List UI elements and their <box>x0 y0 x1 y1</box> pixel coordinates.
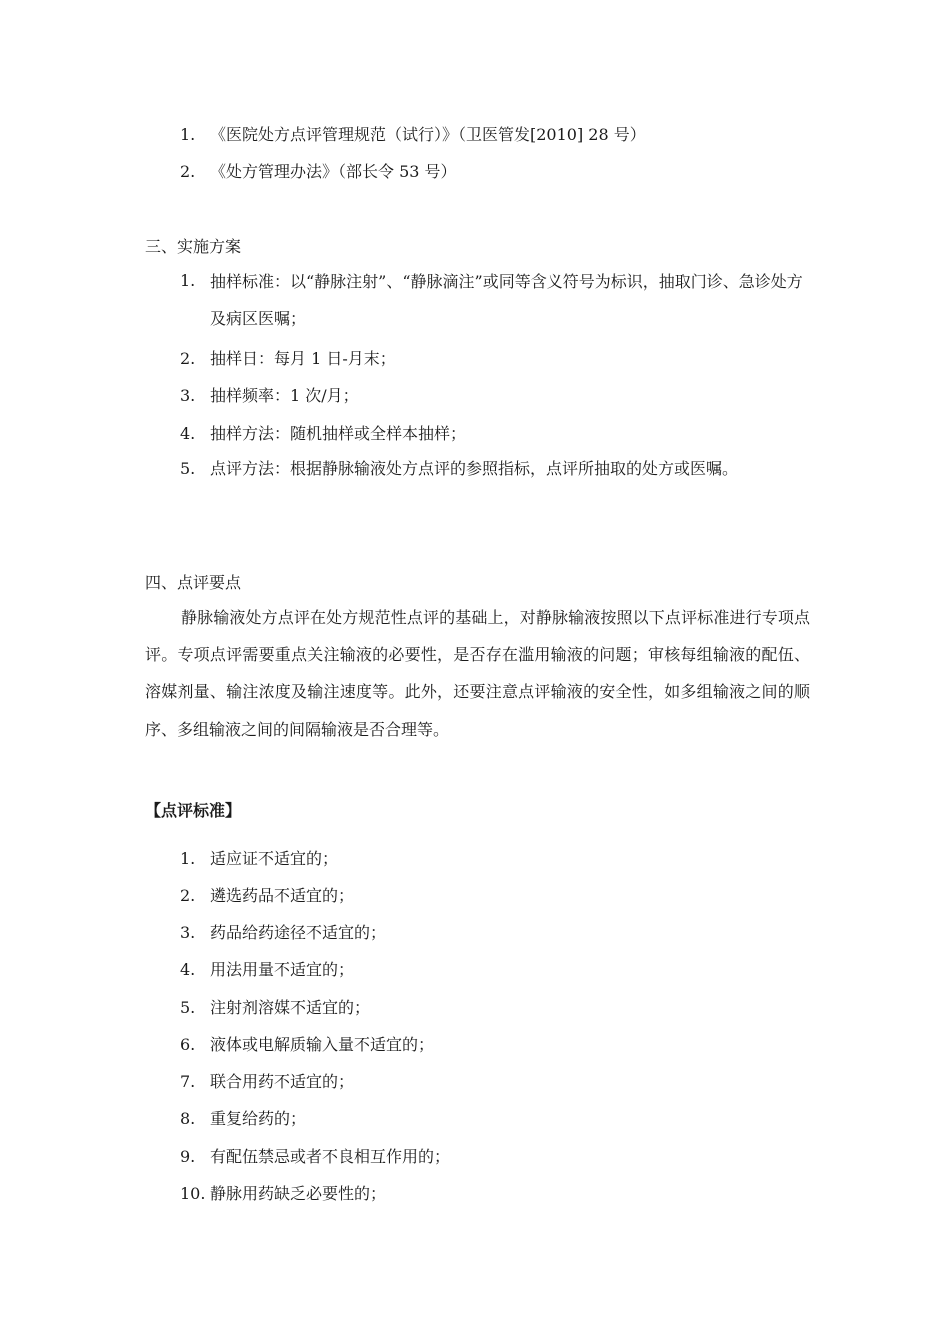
body-paragraph: 静脉输液处方点评在处方规范性点评的基础上，对静脉输液按照以下点评标准进行专项点评。专项点评需要重点关注输液的必要性，是否存在滥用输液的问题；审核每组输液的配伍、溶媒剂量、输注浓度及输注速度等。此外，还要注意点评输液的安全性，如多组输液之间的顺序、多组输液之间的间隔输液是否合理等。 <box>145 608 810 739</box>
list-text: 抽样方法：随机抽样或全样本抽样； <box>210 424 467 443</box>
list-text: 《医院处方点评管理规范（试行）》（卫医管发[2010] 28 号） <box>210 125 646 144</box>
list-text: 遴选药品不适宜的； <box>210 886 355 905</box>
list-text: 抽样标准：以“静脉注射”、“静脉滴注”或同等含义符号为标识，抽取门诊、急诊处方及病区医嘱； <box>210 272 803 329</box>
list-number: 6. <box>180 1035 196 1054</box>
list-number: 5. <box>180 459 196 478</box>
list-item <box>180 421 466 444</box>
list-text: 点评方法：根据静脉输液处方点评的参照指标，点评所抽取的处方或医嘱。 <box>210 459 739 478</box>
list-number: 4. <box>180 424 196 443</box>
list-item <box>180 883 354 906</box>
list-item <box>180 846 338 869</box>
list-number: 3. <box>180 923 196 942</box>
list-number: 10. <box>180 1184 206 1203</box>
list-text: 抽样频率：1 次/月； <box>210 386 359 405</box>
list-number: 7. <box>180 1072 196 1091</box>
list-text: 液体或电解质输入量不适宜的； <box>210 1035 435 1054</box>
list-number: 1. <box>180 125 196 144</box>
section-heading: 四、点评要点 <box>145 573 242 592</box>
list-text: 静脉用药缺乏必要性的； <box>210 1184 387 1203</box>
list-text: 重复给药的； <box>210 1109 307 1128</box>
list-item <box>180 346 396 369</box>
list-item <box>180 1144 450 1167</box>
list-number: 8. <box>180 1109 196 1128</box>
list-item <box>180 1106 306 1129</box>
list-item <box>180 920 386 943</box>
list-number: 2. <box>180 349 196 368</box>
list-text: 用法用量不适宜的； <box>210 960 355 979</box>
list-number: 2. <box>180 162 196 181</box>
list-number: 1. <box>180 271 196 290</box>
list-item <box>180 1032 434 1055</box>
section-heading: 三、实施方案 <box>145 237 242 256</box>
list-item <box>180 957 354 980</box>
list-number: 1. <box>180 849 196 868</box>
list-text: 《处方管理办法》（部长令 53 号） <box>210 162 457 181</box>
list-item <box>180 995 370 1018</box>
basis-item <box>180 122 646 145</box>
list-text: 联合用药不适宜的； <box>210 1072 355 1091</box>
criteria-heading: 【点评标准】 <box>145 801 242 820</box>
list-number: 4. <box>180 960 196 979</box>
list-item-wrapped <box>145 450 810 487</box>
list-number: 5. <box>180 998 196 1017</box>
basis-item <box>180 159 457 182</box>
list-number: 9. <box>180 1147 196 1166</box>
list-text: 抽样日：每月 1 日-月末； <box>210 349 396 368</box>
list-text: 适应证不适宜的； <box>210 849 339 868</box>
list-item <box>180 1069 354 1092</box>
list-text: 注射剂溶媒不适宜的； <box>210 998 371 1017</box>
list-number: 3. <box>180 386 196 405</box>
list-item <box>180 1181 386 1204</box>
list-item <box>180 383 359 406</box>
list-text: 有配伍禁忌或者不良相互作用的； <box>210 1147 451 1166</box>
list-number: 2. <box>180 886 196 905</box>
list-text: 药品给药途径不适宜的； <box>210 923 387 942</box>
